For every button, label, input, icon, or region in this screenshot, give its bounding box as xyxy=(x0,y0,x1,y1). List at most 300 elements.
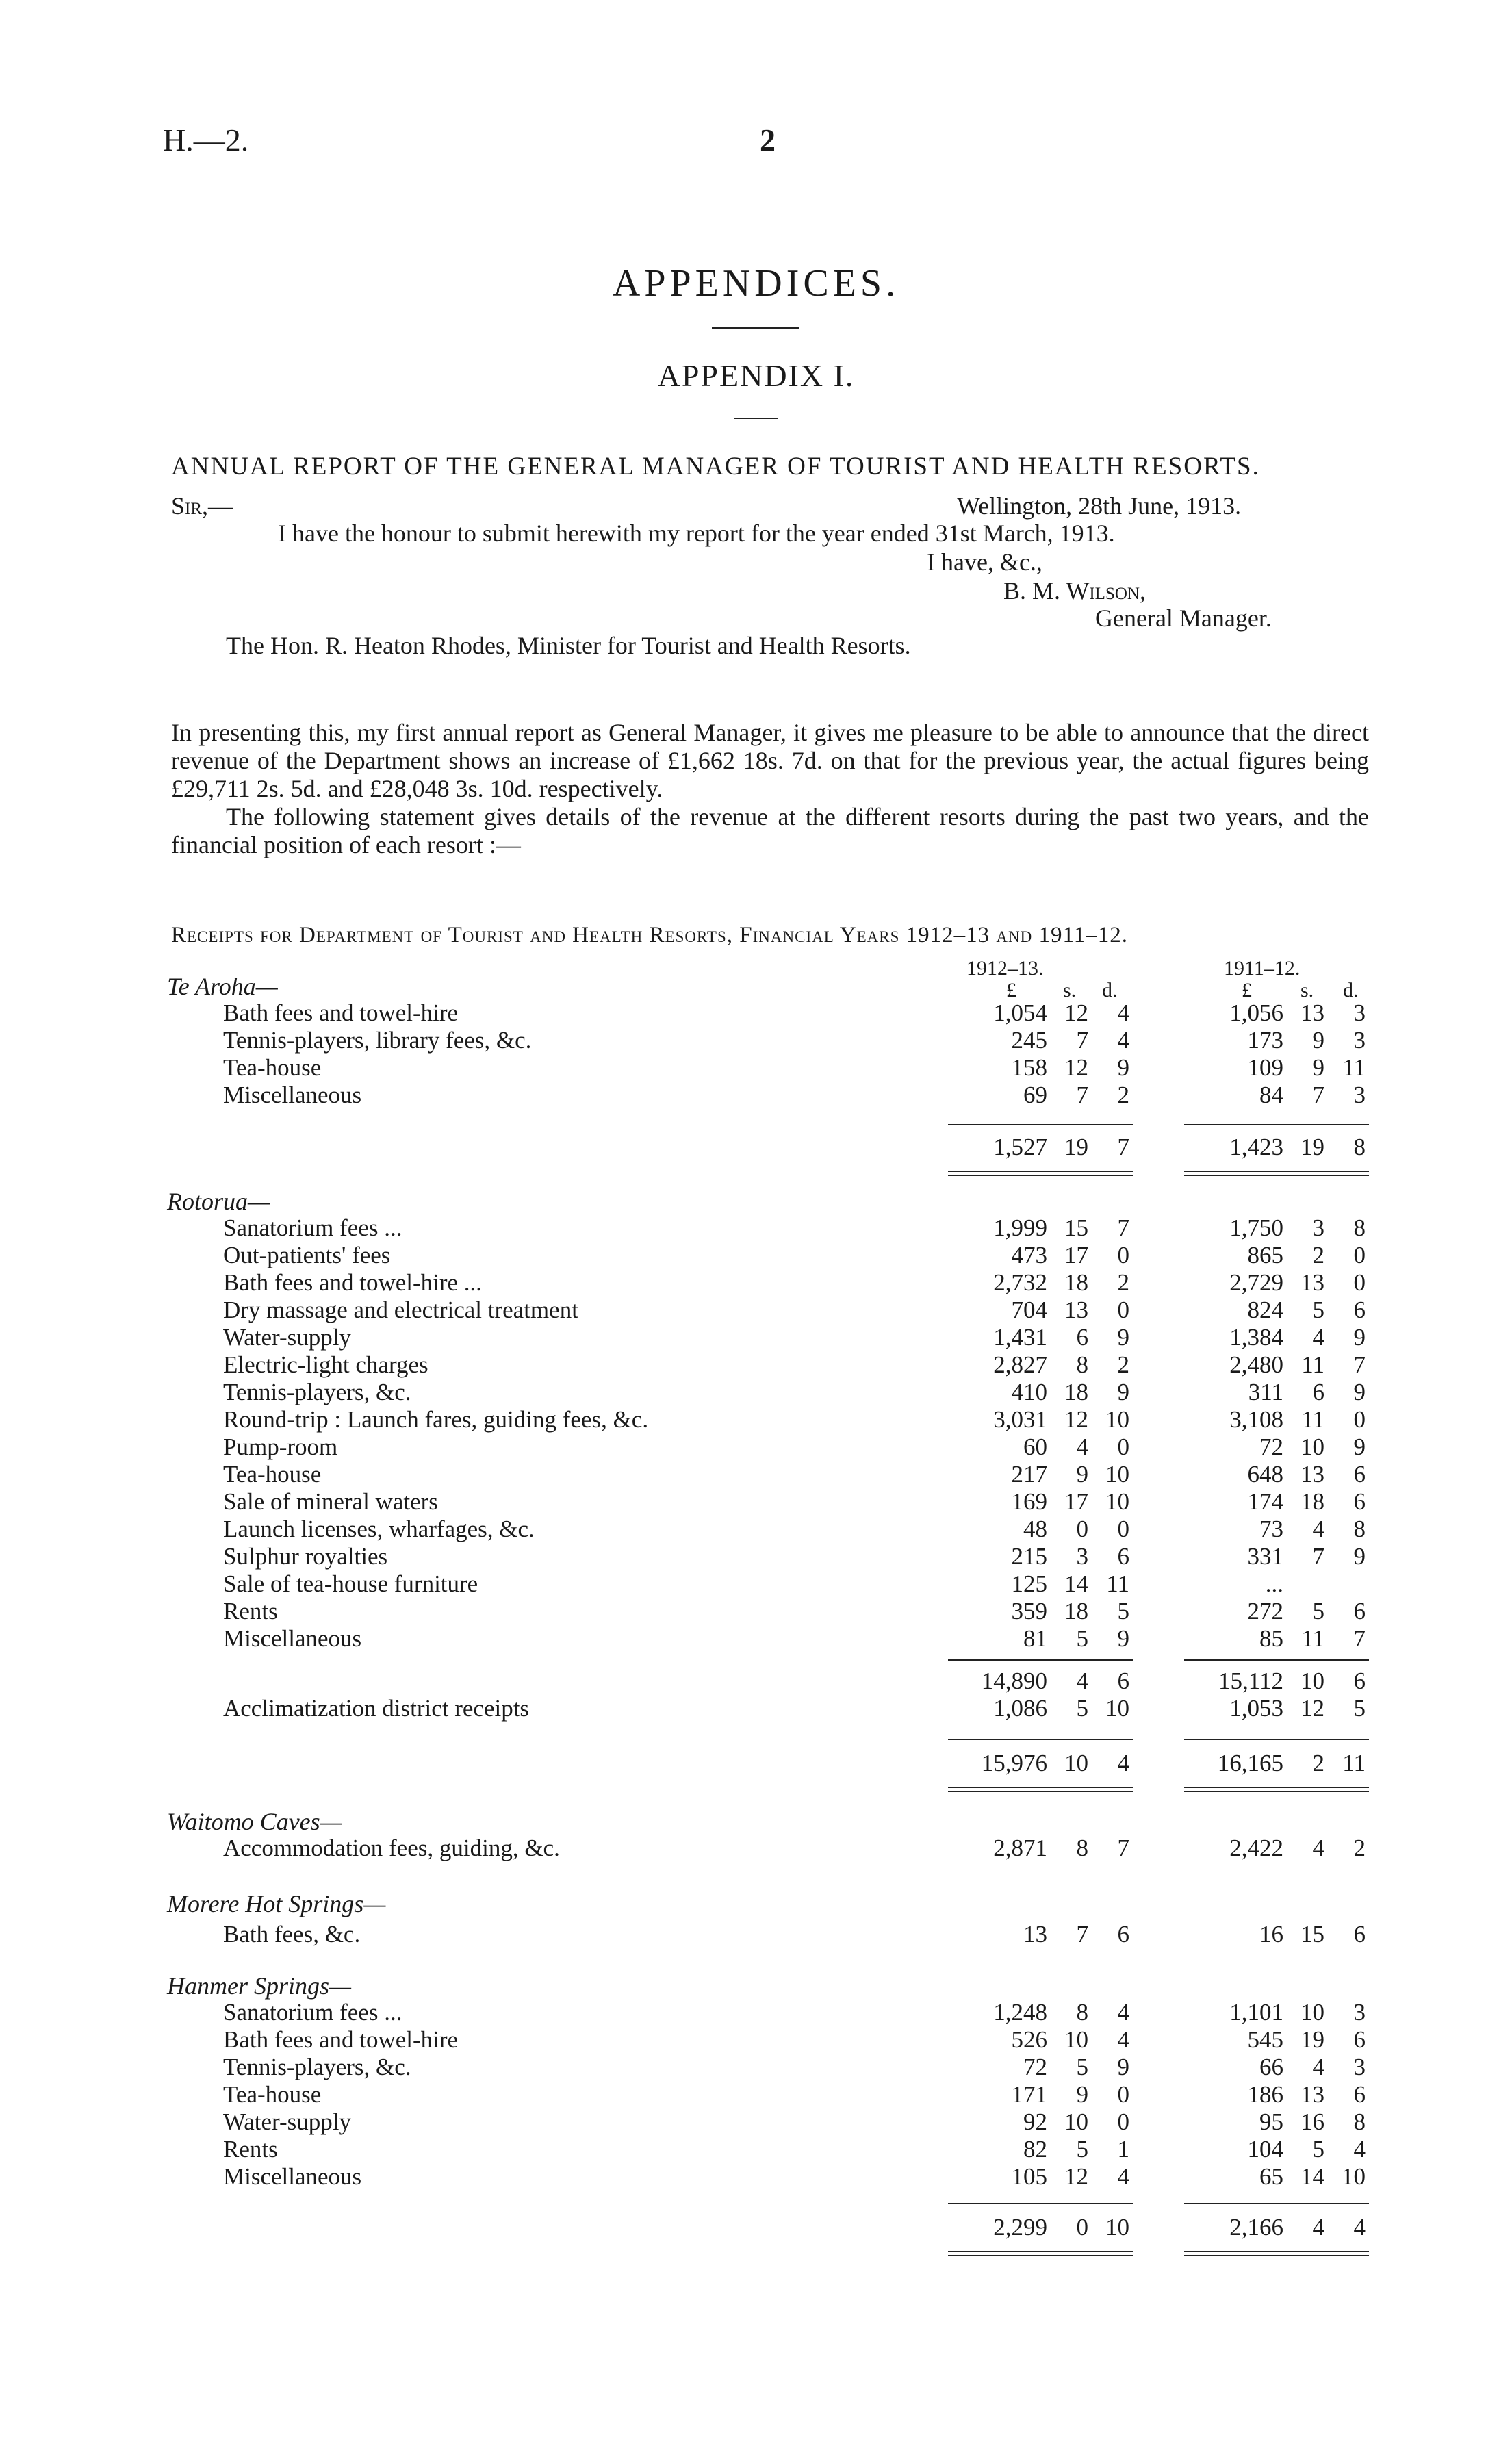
table-row xyxy=(0,1598,1512,1625)
pounds-cell: 245 xyxy=(1011,1027,1047,1054)
shillings-cell: 4 xyxy=(1312,1516,1324,1542)
pence-cell: 11 xyxy=(1342,1054,1366,1081)
pence-cell: 0 xyxy=(1353,1269,1366,1296)
pence-cell: 4 xyxy=(1353,2214,1366,2241)
shillings-cell: 9 xyxy=(1076,2081,1088,2108)
pounds-cell: 15,112 xyxy=(1218,1668,1283,1694)
sum-rule xyxy=(1184,1659,1369,1661)
pence-cell: 9 xyxy=(1353,1433,1366,1460)
table-row xyxy=(0,2136,1512,2163)
pounds-cell: 1,423 xyxy=(1229,1134,1283,1160)
pence-cell: 4 xyxy=(1117,999,1129,1026)
row-label: Dry massage and electrical treatment xyxy=(223,1297,578,1323)
shillings-cell: 5 xyxy=(1076,1695,1088,1722)
shillings-cell: 2 xyxy=(1312,1750,1324,1776)
pence-cell: 2 xyxy=(1117,1269,1129,1296)
pence-cell: 8 xyxy=(1353,1214,1366,1241)
shillings-cell: 13 xyxy=(1064,1297,1088,1323)
pounds-cell: 1,101 xyxy=(1229,1999,1283,2026)
row-label: Tea-house xyxy=(223,2081,322,2108)
shillings-cell: 10 xyxy=(1064,1750,1088,1776)
shillings-cell: 13 xyxy=(1300,2081,1324,2108)
pounds-cell: 2,422 xyxy=(1229,1835,1283,1861)
pounds-cell: 2,871 xyxy=(993,1835,1047,1861)
letter-salutation: Sir,— xyxy=(171,492,233,520)
sum-rule xyxy=(1184,2251,1369,2252)
document-code: H.—2. xyxy=(163,123,249,157)
pence-cell: 4 xyxy=(1117,1027,1129,1054)
pounds-cell: 2,480 xyxy=(1229,1351,1283,1378)
paragraph: The following statement gives details of the revenue at the different resorts during the past two years, and the financial position of each resort :— xyxy=(171,803,1369,858)
shillings-cell: 4 xyxy=(1076,1433,1088,1460)
pounds-cell: 15,976 xyxy=(981,1750,1047,1776)
section-heading-waitomo: Waitomo Caves— xyxy=(167,1808,342,1835)
shillings-cell: 10 xyxy=(1300,1999,1324,2026)
row-label: Round-trip : Launch fares, guiding fees, &c. xyxy=(223,1406,649,1433)
pounds-cell: 1,384 xyxy=(1229,1324,1283,1351)
shillings-cell: 19 xyxy=(1064,1134,1088,1160)
row-label: Rents xyxy=(223,2136,278,2162)
table-row xyxy=(0,1297,1512,1324)
pence-cell: 8 xyxy=(1353,1134,1366,1160)
shillings-cell: 9 xyxy=(1312,1054,1324,1081)
section-heading-te-aroha: Te Aroha— xyxy=(167,973,278,1000)
pence-cell: 10 xyxy=(1105,1406,1129,1433)
row-label: Pump-room xyxy=(223,1433,338,1460)
shillings-cell: 9 xyxy=(1312,1027,1324,1054)
table-row xyxy=(0,1269,1512,1297)
letter-signature: B. M. Wilson, xyxy=(1003,577,1146,604)
body-text xyxy=(171,719,1369,859)
shillings-cell: 10 xyxy=(1064,2026,1088,2053)
divider xyxy=(734,418,778,419)
shillings-cell: 10 xyxy=(1300,1668,1324,1694)
letter-position: General Manager. xyxy=(1095,604,1272,632)
pounds-cell: 85 xyxy=(1259,1625,1283,1652)
row-label: Miscellaneous xyxy=(223,2163,362,2190)
shillings-cell: 8 xyxy=(1076,1835,1088,1861)
row-label: Miscellaneous xyxy=(223,1082,362,1108)
pence-cell: 0 xyxy=(1117,2108,1129,2135)
shillings-cell: 11 xyxy=(1301,1351,1324,1378)
pounds-cell: 3,031 xyxy=(993,1406,1047,1433)
pounds-cell: 65 xyxy=(1259,2163,1283,2190)
pounds-cell: 104 xyxy=(1247,2136,1283,2162)
shillings-cell: 2 xyxy=(1312,1242,1324,1268)
paragraph: In presenting this, my first annual report as General Manager, it gives me pleasure to be able to announce that the direct revenue of the Department shows an increase of £1,662 18s. 7d. on that for the previous year, the actual figures being £29,711 2s. 5d. and £28,048 3s. 10d. respectively. xyxy=(171,719,1369,802)
pence-cell: 3 xyxy=(1353,1082,1366,1108)
shillings-cell: 13 xyxy=(1300,1269,1324,1296)
pence-cell: 10 xyxy=(1105,2214,1129,2241)
pence-cell: 9 xyxy=(1117,1625,1129,1652)
pounds-cell: 1,054 xyxy=(993,999,1047,1026)
pounds-cell: 1,053 xyxy=(1229,1695,1283,1722)
shillings-cell: 7 xyxy=(1312,1543,1324,1570)
table-row xyxy=(0,1516,1512,1543)
shillings-cell: 5 xyxy=(1312,2136,1324,2162)
table-row xyxy=(0,1999,1512,2026)
sum-rule xyxy=(1184,1739,1369,1740)
shillings-cell: 5 xyxy=(1076,1625,1088,1652)
row-label: Electric-light charges xyxy=(223,1351,428,1378)
pounds-cell: 331 xyxy=(1247,1543,1283,1570)
pounds-cell: 215 xyxy=(1011,1543,1047,1570)
table-row xyxy=(0,1695,1512,1722)
shillings-cell: 18 xyxy=(1064,1598,1088,1624)
pounds-cell: 2,729 xyxy=(1229,1269,1283,1296)
row-label: Launch licenses, wharfages, &c. xyxy=(223,1516,535,1542)
pounds-cell: 81 xyxy=(1023,1625,1047,1652)
pounds-cell: 171 xyxy=(1011,2081,1047,2108)
pounds-cell: 16 xyxy=(1259,1921,1283,1948)
pence-cell: 0 xyxy=(1117,2081,1129,2108)
pounds-cell: 105 xyxy=(1011,2163,1047,2190)
pence-cell: 3 xyxy=(1353,1999,1366,2026)
column-year-1911-12: 1911–12. xyxy=(1224,957,1300,980)
pence-cell: 7 xyxy=(1353,1351,1366,1378)
pence-cell: 6 xyxy=(1353,1297,1366,1323)
sum-rule xyxy=(1184,1787,1369,1788)
table-row xyxy=(0,999,1512,1027)
table-row xyxy=(0,2054,1512,2081)
sum-rule xyxy=(948,2251,1133,2252)
shillings-cell: 10 xyxy=(1064,2108,1088,2135)
shillings-cell: 5 xyxy=(1312,1297,1324,1323)
pence-cell: 9 xyxy=(1353,1379,1366,1405)
shillings-cell: 16 xyxy=(1300,2108,1324,2135)
shillings-cell: 4 xyxy=(1312,1835,1324,1861)
table-row xyxy=(0,1379,1512,1406)
table-row xyxy=(0,2108,1512,2136)
unit-pence: d. xyxy=(1102,979,1118,1001)
sum-rule xyxy=(948,1659,1133,1661)
pounds-cell: 3,108 xyxy=(1229,1406,1283,1433)
pence-cell: 7 xyxy=(1117,1835,1129,1861)
table-row xyxy=(0,1351,1512,1379)
pence-cell: 10 xyxy=(1105,1695,1129,1722)
pence-cell: 3 xyxy=(1353,999,1366,1026)
pounds-cell: 60 xyxy=(1023,1433,1047,1460)
total-row xyxy=(0,2214,1512,2241)
shillings-cell: 5 xyxy=(1312,1598,1324,1624)
pounds-cell: 272 xyxy=(1247,1598,1283,1624)
divider xyxy=(712,327,799,329)
pence-cell: 7 xyxy=(1117,1134,1129,1160)
shillings-cell: 4 xyxy=(1312,2054,1324,2080)
pence-cell: 7 xyxy=(1117,1214,1129,1241)
pounds-cell: ... xyxy=(1265,1570,1283,1597)
pence-cell: 8 xyxy=(1353,2108,1366,2135)
shillings-cell: 0 xyxy=(1076,1516,1088,1542)
pounds-cell: 72 xyxy=(1259,1433,1283,1460)
shillings-cell: 11 xyxy=(1301,1625,1324,1652)
shillings-cell: 5 xyxy=(1076,2054,1088,2080)
row-label: Sanatorium fees ... xyxy=(223,1999,402,2026)
row-label: Sanatorium fees ... xyxy=(223,1214,402,1241)
pounds-cell: 473 xyxy=(1011,1242,1047,1268)
pounds-cell: 169 xyxy=(1011,1488,1047,1515)
table-row xyxy=(0,1570,1512,1598)
pence-cell: 1 xyxy=(1117,2136,1129,2162)
shillings-cell: 12 xyxy=(1064,1406,1088,1433)
shillings-cell: 3 xyxy=(1076,1543,1088,1570)
table-row xyxy=(0,1054,1512,1082)
pounds-cell: 16,165 xyxy=(1217,1750,1283,1776)
table-row xyxy=(0,1324,1512,1351)
section-heading-morere: Morere Hot Springs— xyxy=(167,1890,386,1917)
pence-cell: 6 xyxy=(1353,1668,1366,1694)
table-row xyxy=(0,1433,1512,1461)
pounds-cell: 48 xyxy=(1023,1516,1047,1542)
pounds-cell: 545 xyxy=(1247,2026,1283,2053)
table-row xyxy=(0,1027,1512,1054)
pounds-cell: 84 xyxy=(1259,1082,1283,1108)
pence-cell: 10 xyxy=(1105,1461,1129,1488)
shillings-cell: 8 xyxy=(1076,1351,1088,1378)
pence-cell: 6 xyxy=(1353,1488,1366,1515)
shillings-cell: 7 xyxy=(1076,1082,1088,1108)
shillings-cell: 14 xyxy=(1064,1570,1088,1597)
pence-cell: 6 xyxy=(1353,1921,1366,1948)
pence-cell: 9 xyxy=(1353,1543,1366,1570)
pounds-cell: 69 xyxy=(1023,1082,1047,1108)
shillings-cell: 18 xyxy=(1064,1269,1088,1296)
section-heading-hanmer: Hanmer Springs— xyxy=(167,1972,352,2000)
table-row xyxy=(0,2163,1512,2191)
page-number: 2 xyxy=(760,123,776,157)
pounds-cell: 125 xyxy=(1011,1570,1047,1597)
unit-pence: d. xyxy=(1343,979,1359,1001)
shillings-cell: 17 xyxy=(1064,1488,1088,1515)
unit-shilling: s. xyxy=(1300,979,1314,1001)
section-heading-rotorua: Rotorua— xyxy=(167,1188,270,1215)
pence-cell: 9 xyxy=(1117,2054,1129,2080)
shillings-cell: 8 xyxy=(1076,1999,1088,2026)
pounds-cell: 2,732 xyxy=(993,1269,1047,1296)
pounds-cell: 1,056 xyxy=(1229,999,1283,1026)
shillings-cell: 13 xyxy=(1300,1461,1324,1488)
shillings-cell: 12 xyxy=(1064,1054,1088,1081)
pounds-cell: 1,086 xyxy=(993,1695,1047,1722)
table-row xyxy=(0,1921,1512,1948)
pence-cell: 4 xyxy=(1353,2136,1366,2162)
pence-cell: 3 xyxy=(1353,1027,1366,1054)
shillings-cell: 18 xyxy=(1300,1488,1324,1515)
shillings-cell: 7 xyxy=(1076,1921,1088,1948)
pounds-cell: 359 xyxy=(1011,1598,1047,1624)
shillings-cell: 4 xyxy=(1076,1668,1088,1694)
pounds-cell: 1,248 xyxy=(993,1999,1047,2026)
table-title: Receipts for Department of Tourist and Health Resorts, Financial Years 1912–13 and 1911–12. xyxy=(171,923,1129,947)
pence-cell: 9 xyxy=(1117,1054,1129,1081)
table-row xyxy=(0,1214,1512,1242)
pence-cell: 11 xyxy=(1342,1750,1366,1776)
sum-rule xyxy=(1184,1175,1369,1176)
sum-rule xyxy=(948,1791,1133,1792)
row-label: Bath fees, &c. xyxy=(223,1921,361,1948)
pounds-cell: 13 xyxy=(1023,1921,1047,1948)
sum-rule xyxy=(948,2203,1133,2204)
table-row xyxy=(0,1488,1512,1516)
pounds-cell: 648 xyxy=(1247,1461,1283,1488)
pence-cell: 0 xyxy=(1117,1433,1129,1460)
pence-cell: 11 xyxy=(1106,1570,1129,1597)
column-year-1912-13: 1912–13. xyxy=(966,957,1044,980)
row-label: Sale of mineral waters xyxy=(223,1488,438,1515)
shillings-cell: 0 xyxy=(1076,2214,1088,2241)
pence-cell: 0 xyxy=(1353,1406,1366,1433)
subtotal-row xyxy=(0,1668,1512,1695)
pence-cell: 5 xyxy=(1117,1598,1129,1624)
pence-cell: 9 xyxy=(1117,1379,1129,1405)
pounds-cell: 865 xyxy=(1247,1242,1283,1268)
shillings-cell: 7 xyxy=(1312,1082,1324,1108)
shillings-cell: 12 xyxy=(1064,2163,1088,2190)
pence-cell: 3 xyxy=(1353,2054,1366,2080)
shillings-cell: 17 xyxy=(1064,1242,1088,1268)
pounds-cell: 95 xyxy=(1259,2108,1283,2135)
pounds-cell: 526 xyxy=(1011,2026,1047,2053)
pounds-cell: 2,827 xyxy=(993,1351,1047,1378)
table-row xyxy=(0,1625,1512,1653)
shillings-cell: 5 xyxy=(1076,2136,1088,2162)
shillings-cell: 18 xyxy=(1064,1379,1088,1405)
shillings-cell: 4 xyxy=(1312,1324,1324,1351)
pounds-cell: 72 xyxy=(1023,2054,1047,2080)
pounds-cell: 410 xyxy=(1011,1379,1047,1405)
page-title: APPENDICES. xyxy=(612,262,900,305)
pounds-cell: 1,750 xyxy=(1229,1214,1283,1241)
pence-cell: 6 xyxy=(1353,2081,1366,2108)
pence-cell: 8 xyxy=(1353,1516,1366,1542)
pence-cell: 4 xyxy=(1117,2163,1129,2190)
row-label: Acclimatization district receipts xyxy=(223,1695,530,1722)
shillings-cell: 7 xyxy=(1076,1027,1088,1054)
pounds-cell: 158 xyxy=(1011,1054,1047,1081)
table-row xyxy=(0,2026,1512,2054)
unit-pound: £ xyxy=(1006,979,1016,1001)
pence-cell: 6 xyxy=(1353,1461,1366,1488)
row-label: Tea-house xyxy=(223,1461,322,1488)
table-row xyxy=(0,1543,1512,1570)
pence-cell: 4 xyxy=(1117,2026,1129,2053)
table-row xyxy=(0,1406,1512,1433)
table-row xyxy=(0,1461,1512,1488)
pence-cell: 0 xyxy=(1117,1297,1129,1323)
shillings-cell: 14 xyxy=(1300,2163,1324,2190)
row-label: Rents xyxy=(223,1598,278,1624)
report-title: ANNUAL REPORT OF THE GENERAL MANAGER OF TOURIST AND HEALTH RESORTS. xyxy=(171,452,1260,481)
row-label: Bath fees and towel-hire ... xyxy=(223,1269,483,1296)
pence-cell: 9 xyxy=(1117,1324,1129,1351)
sum-rule xyxy=(1184,1171,1369,1172)
row-label: Tennis-players, &c. xyxy=(223,1379,411,1405)
letter-addressee: The Hon. R. Heaton Rhodes, Minister for Tourist and Health Resorts. xyxy=(226,632,911,659)
pounds-cell: 824 xyxy=(1247,1297,1283,1323)
table-row xyxy=(0,2081,1512,2108)
pence-cell: 2 xyxy=(1117,1351,1129,1378)
pounds-cell: 73 xyxy=(1259,1516,1283,1542)
pounds-cell: 217 xyxy=(1011,1461,1047,1488)
pounds-cell: 704 xyxy=(1011,1297,1047,1323)
row-label: Water-supply xyxy=(223,1324,351,1351)
shillings-cell: 6 xyxy=(1076,1324,1088,1351)
pounds-cell: 1,527 xyxy=(993,1134,1047,1160)
sum-rule xyxy=(948,1175,1133,1176)
shillings-cell: 12 xyxy=(1064,999,1088,1026)
shillings-cell: 6 xyxy=(1312,1379,1324,1405)
shillings-cell: 13 xyxy=(1300,999,1324,1026)
appendix-title: APPENDIX I. xyxy=(657,358,855,393)
pounds-cell: 66 xyxy=(1259,2054,1283,2080)
letter-place-date: Wellington, 28th June, 1913. xyxy=(957,492,1242,520)
pence-cell: 4 xyxy=(1117,1750,1129,1776)
shillings-cell: 15 xyxy=(1300,1921,1324,1948)
sum-rule xyxy=(948,1171,1133,1172)
row-label: Accommodation fees, guiding, &c. xyxy=(223,1835,560,1861)
unit-shilling: s. xyxy=(1063,979,1077,1001)
sum-rule xyxy=(1184,1791,1369,1792)
table-row xyxy=(0,1242,1512,1269)
shillings-cell: 3 xyxy=(1312,1214,1324,1241)
row-label: Water-supply xyxy=(223,2108,351,2135)
row-label: Bath fees and towel-hire xyxy=(223,999,459,1026)
shillings-cell: 4 xyxy=(1312,2214,1324,2241)
pence-cell: 10 xyxy=(1342,2163,1366,2190)
row-label: Sulphur royalties xyxy=(223,1543,388,1570)
sum-rule xyxy=(948,1124,1133,1125)
shillings-cell: 15 xyxy=(1064,1214,1088,1241)
unit-pound: £ xyxy=(1242,979,1252,1001)
pence-cell: 4 xyxy=(1117,1999,1129,2026)
pounds-cell: 1,999 xyxy=(993,1214,1047,1241)
pence-cell: 0 xyxy=(1117,1516,1129,1542)
sum-rule xyxy=(948,1787,1133,1788)
pounds-cell: 311 xyxy=(1248,1379,1283,1405)
shillings-cell: 12 xyxy=(1300,1695,1324,1722)
letter-closing: I have, &c., xyxy=(927,548,1042,576)
pence-cell: 6 xyxy=(1353,2026,1366,2053)
pounds-cell: 109 xyxy=(1247,1054,1283,1081)
shillings-cell: 19 xyxy=(1300,2026,1324,2053)
row-label: Tea-house xyxy=(223,1054,322,1081)
pence-cell: 9 xyxy=(1353,1324,1366,1351)
sum-rule xyxy=(948,1739,1133,1740)
pence-cell: 0 xyxy=(1353,1242,1366,1268)
pence-cell: 5 xyxy=(1353,1695,1366,1722)
pounds-cell: 186 xyxy=(1247,2081,1283,2108)
row-label: Bath fees and towel-hire xyxy=(223,2026,459,2053)
pounds-cell: 1,431 xyxy=(993,1324,1047,1351)
table-row xyxy=(0,1835,1512,1862)
pounds-cell: 173 xyxy=(1247,1027,1283,1054)
pence-cell: 6 xyxy=(1353,1598,1366,1624)
pounds-cell: 92 xyxy=(1023,2108,1047,2135)
pence-cell: 7 xyxy=(1353,1625,1366,1652)
pence-cell: 2 xyxy=(1353,1835,1366,1861)
row-label: Sale of tea-house furniture xyxy=(223,1570,478,1597)
pounds-cell: 2,299 xyxy=(993,2214,1047,2241)
sum-rule xyxy=(1184,2203,1369,2204)
pence-cell: 0 xyxy=(1117,1242,1129,1268)
letter-body: I have the honour to submit herewith my report for the year ended 31st March, 1913. xyxy=(278,520,1115,547)
table-row xyxy=(0,1082,1512,1109)
shillings-cell: 19 xyxy=(1300,1134,1324,1160)
shillings-cell: 10 xyxy=(1300,1433,1324,1460)
sum-rule xyxy=(1184,2255,1369,2256)
pence-cell: 6 xyxy=(1117,1668,1129,1694)
pence-cell: 10 xyxy=(1105,1488,1129,1515)
